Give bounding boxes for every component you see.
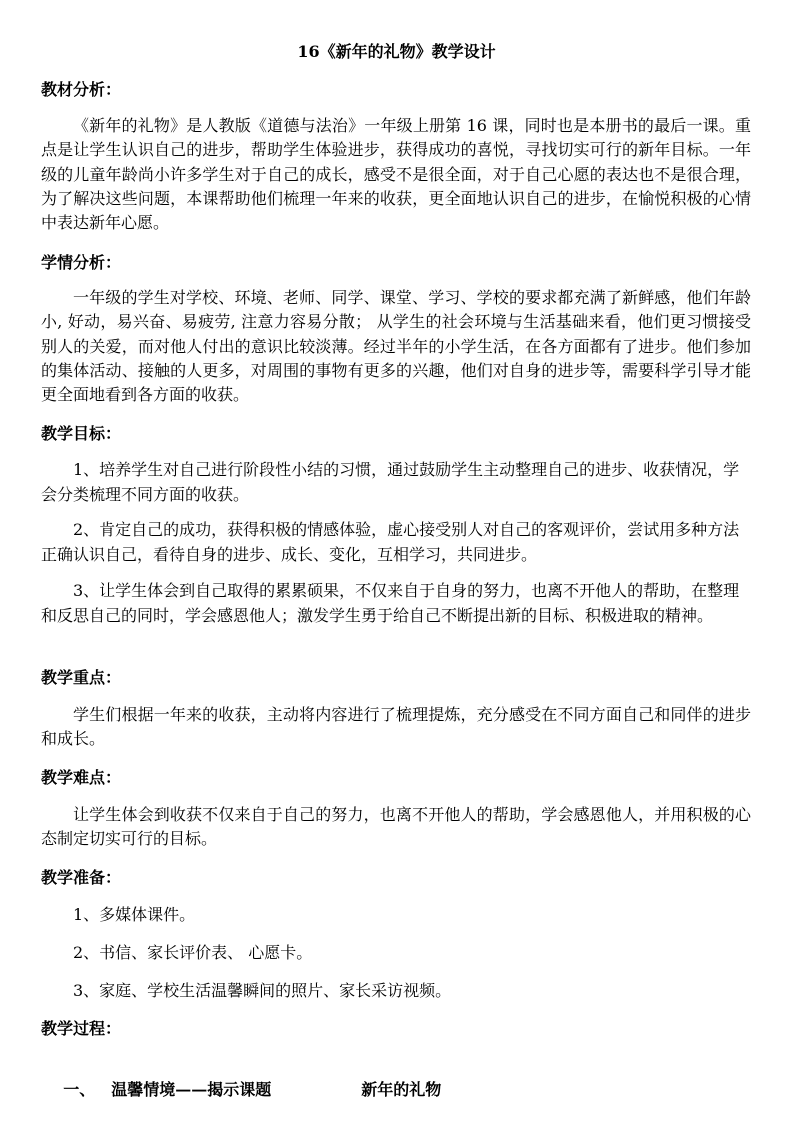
step-number: 一、 bbox=[63, 1080, 96, 1099]
goal-item-2: 2、肯定自己的成功，获得积极的情感体验，虚心接受别人对自己的客观评价，尝试用多种方法正确认识自己，看待自身的进步、成长、变化，互相学习，共同进步。 bbox=[41, 520, 740, 564]
heading-key-point: 教学重点： bbox=[41, 668, 122, 687]
prep-item-2: 2、书信、家长评价表、 心愿卡。 bbox=[73, 943, 313, 962]
paragraph-student-analysis: 一年级的学生对学校、环境、老师、同学、课堂、学习、学校的要求都充满了新鲜感，他们年龄小, 好动，易兴奋、易疲劳, 注意力容易分散； 从学生的社会环境与生活基础来看，他们更习惯接受别人的关爱，而对他人付出的意识比较淡薄。经过半年的小学生活，在各方面都有了进步。他们参加的集体活动、接触的人更多，对周围的事物有更多的兴趣，他们对自身的进步等，需要科学引导才能更全面地看到各方面的收获。 bbox=[41, 288, 751, 405]
goal-item-3: 3、让学生体会到自己取得的累累硕果，不仅来自于自身的努力，也离不开他人的帮助，在整理和反思自己的同时，学会感恩他人；激发学生勇于给自己不断提出新的目标、积极进取的精神。 bbox=[41, 581, 740, 625]
step-title: 温馨情境——揭示课题 bbox=[111, 1080, 272, 1099]
heading-preparation: 教学准备： bbox=[41, 868, 122, 887]
prep-item-3: 3、家庭、学校生活温馨瞬间的照片、家长采访视频。 bbox=[73, 981, 452, 1000]
heading-teaching-process: 教学过程： bbox=[41, 1019, 122, 1038]
heading-teaching-goals: 教学目标： bbox=[41, 424, 122, 443]
heading-student-analysis: 学情分析： bbox=[41, 253, 122, 272]
paragraph-key-point: 学生们根据一年来的收获，主动将内容进行了梳理提炼，充分感受在不同方面自己和同伴的进步和成长。 bbox=[41, 705, 751, 749]
prep-item-1: 1、多媒体课件。 bbox=[73, 905, 196, 924]
heading-material-analysis: 教材分析： bbox=[41, 80, 122, 99]
paragraph-material-analysis: 《新年的礼物》是人教版《道德与法治》一年级上册第 16 课，同时也是本册书的最后一课。重点是让学生认识自己的进步，帮助学生体验进步，获得成功的喜悦，寻找切实可行的新年目标。一年级的儿童年龄尚小许多学生对于自己的成长，感受不是很全面，对于自己心愿的表达也不是很合理，为了解决这些问题，本课帮助他们梳理一年来的收获，更全面地认识自己的进步，在愉悦积极的心情中表达新年心愿。 bbox=[41, 116, 751, 233]
paragraph-difficulty: 让学生体会到收获不仅来自于自己的努力，也离不开他人的帮助，学会感恩他人，并用积极的心态制定切实可行的目标。 bbox=[41, 805, 751, 849]
heading-difficulty: 教学难点： bbox=[41, 768, 122, 787]
step-subtitle: 新年的礼物 bbox=[361, 1080, 442, 1099]
process-step-1 bbox=[41, 1054, 441, 1126]
goal-item-1: 1、培养学生对自己进行阶段性小结的习惯，通过鼓励学生主动整理自己的进步、收获情况，学会分类梳理不同方面的收获。 bbox=[41, 460, 740, 504]
document-title: 16《新年的礼物》教学设计 bbox=[297, 42, 496, 61]
